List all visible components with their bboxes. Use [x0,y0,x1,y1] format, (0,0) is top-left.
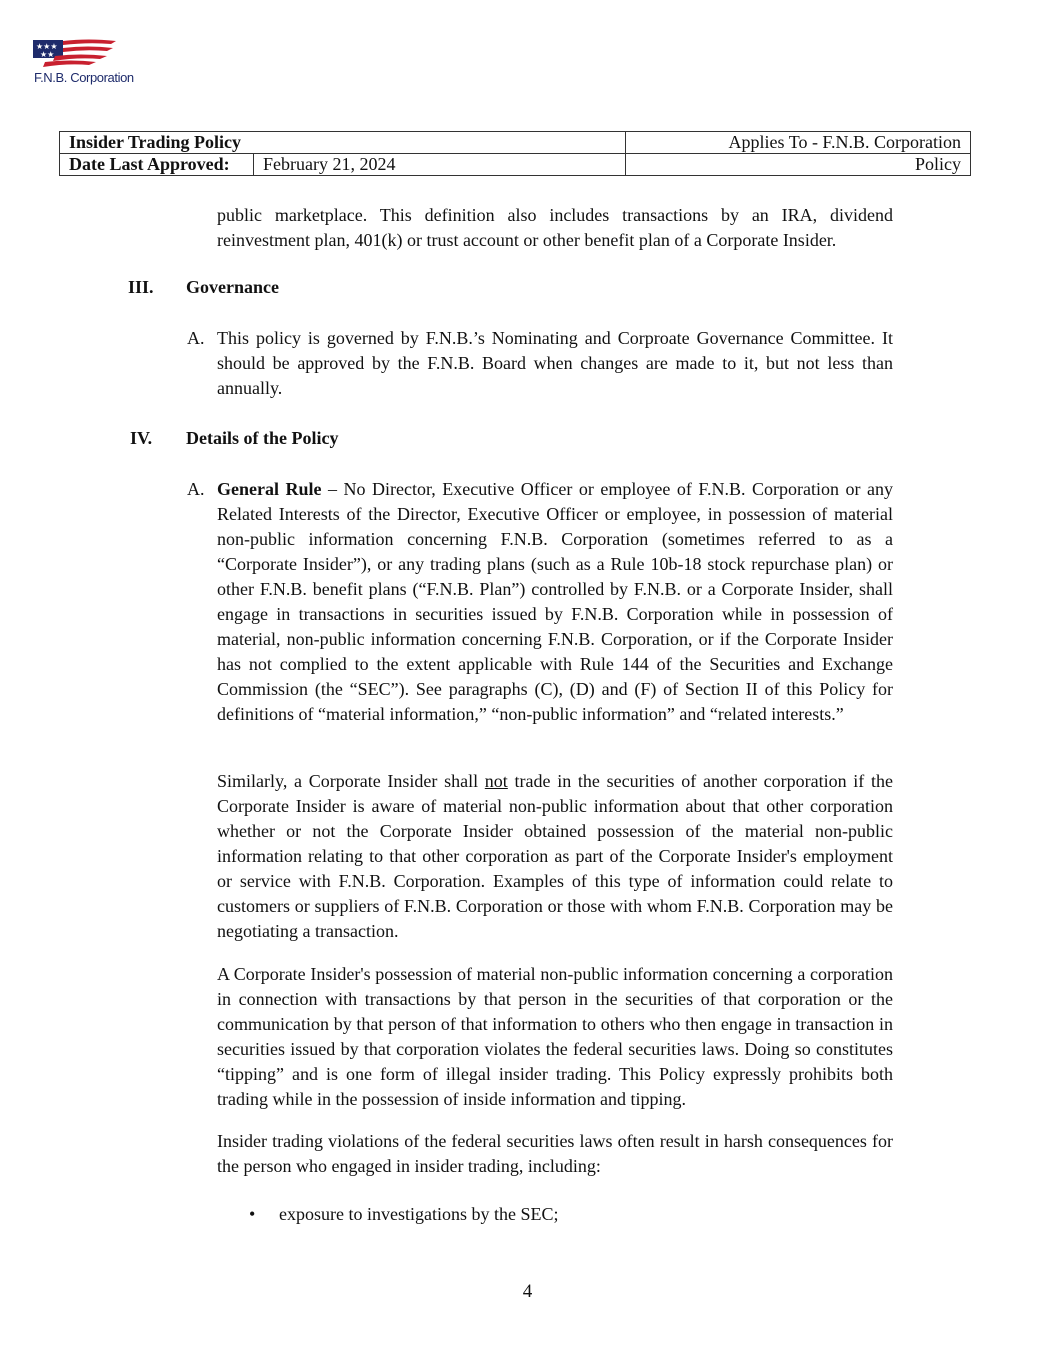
similarly-paragraph [217,769,893,944]
general-rule-text: – No Director, Executive Officer or employee of F.N.B. Corporation or any Related Interests of the Director, Executive Officer or employee, in possession of material non-public information concerning F.N.B. Corporation (sometimes referred to as a “Corporate Insider”), or any trading plans (such as a Rule 10b-18 stock repurchase plan) or other F.N.B. benefit plans (“F.N.B. Plan”) controlled by F.N.B. or a Corporate Insider, shall engage in transactions in securities issued by F.N.B. Corporation while in possession of material, non-public information concerning F.N.B. Corporation, or if the Corporate Insider has not complied to the extent applicable with Rule 144 of the Securities and Exchange Commission (the “SEC”). See paragraphs (C), (D) and (F) of Section II of this Policy for definitions of “material information,” “non-public information” and “related interests.” [217,479,893,724]
section-4-number: IV. [130,428,153,448]
similarly-text-after: trade in the securities of another corporation if the Corporate Insider is aware of material non-public information about that other corporation whether or not the Corporate Insider obtained possession of the material non-public information relating to that other corporation as part of the Corporate Insider's employment or service with F.N.B. Corporation. Examples of this type of information could relate to customers or suppliers of F.N.B. Corporation or those with whom F.N.B. Corporation may be negotiating a transaction. [217,771,893,941]
not-underlined: not [484,771,508,791]
section-4-title: Details of the Policy [186,428,339,448]
applies-to: Applies To - F.N.B. Corporation [625,132,970,154]
similarly-text-before: Similarly, a Corporate Insider shall [217,771,485,791]
policy-title: Insider Trading Policy [60,132,626,154]
consequences-paragraph: Insider trading violations of the federal securities laws often result in harsh consequences for the person who engaged in insider trading, including: [217,1131,893,1176]
svg-text:★★★: ★★★ [36,42,58,51]
bullet-icon: • [249,1204,256,1224]
section-3-item-a-text: This policy is governed by F.N.B.’s Nominating and Corproate Governance Committee. It should be approved by the F.N.B. Board when changes are made to it, but not less than annually. [217,328,893,398]
section-3-title: Governance [186,277,279,297]
general-rule-paragraph [217,477,893,727]
svg-text:★★: ★★ [40,50,55,59]
policy-type: Policy [625,154,970,176]
intro-paragraph: public marketplace. This definition also includes transactions by an IRA, dividend reinvestment plan, 401(k) or trust account or other benefit plan of a Corporate Insider. [217,205,893,250]
date-value: February 21, 2024 [254,154,626,176]
section-3-number: III. [128,277,154,297]
flag-logo-icon [33,38,123,70]
bullet-item: exposure to investigations by the SEC; [279,1204,559,1224]
section-3-item-a-letter: A. [187,328,205,348]
policy-header-table [59,131,971,176]
general-rule-heading: General Rule [217,479,322,499]
section-4-item-a-letter: A. [187,479,205,499]
logo-text: F.N.B. Corporation [34,70,134,85]
tipping-paragraph: A Corporate Insider's possession of material non-public information concerning a corporation in connection with transactions by that person in the securities of that corporation or the communication by that person of that information to others who then engage in transaction in securities issued by that corporation violates the federal securities laws. Doing so constitutes “tipping” and is one form of illegal insider trading. This Policy expressly prohibits both trading while in the possession of inside information and tipping. [217,964,893,1109]
date-label: Date Last Approved: [60,154,254,176]
fnb-logo [33,38,153,88]
page-number: 4 [522,1281,533,1302]
